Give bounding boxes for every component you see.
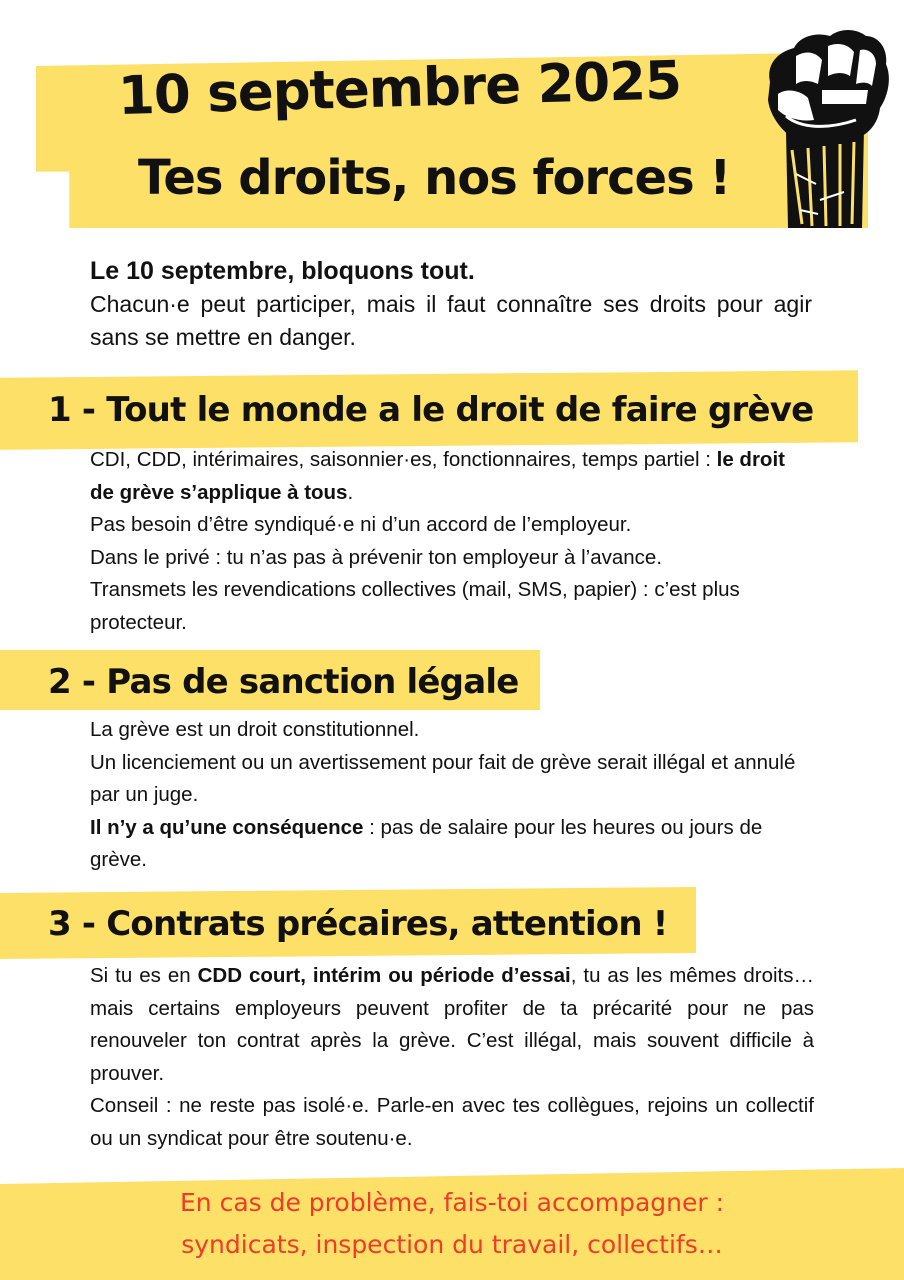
title-date: 10 septembre 2025 <box>117 50 682 127</box>
section-1-text-end: . <box>347 480 354 504</box>
section-1-body <box>90 444 814 639</box>
intro-lead: Le 10 septembre, bloquons tout. <box>90 257 475 285</box>
section-2-heading: 2 - Pas de sanction légale <box>48 662 519 702</box>
raised-fist-icon <box>756 24 894 230</box>
footer-band <box>0 1168 904 1280</box>
section-2-emphasis: Il n’y a qu’une conséquence <box>90 815 364 839</box>
section-2-text: : pas de salaire pour les heures ou jours de grève. <box>90 815 763 871</box>
section-3-heading: 3 - Contrats précaires, attention ! <box>48 904 668 944</box>
section-3-paragraph <box>90 960 814 1090</box>
section-1-emphasis: le droit de grève s’applique à tous <box>90 448 785 504</box>
section-1-paragraph: Transmets les revendications collectives (mail, SMS, papier) : c’est plus protecteur. <box>90 578 740 634</box>
section-1-paragraph: Dans le privé : tu n’as pas à prévenir ton employeur à l’avance. <box>90 545 663 569</box>
section-3-body <box>90 960 814 1155</box>
section-1-heading: 1 - Tout le monde a le droit de faire grève <box>48 390 814 430</box>
section-2-paragraph: La grève est un droit constitutionnel. <box>90 718 420 741</box>
section-3-text-end: , tu as les mêmes droits… mais certains employeurs peuvent profiter de ta précarité pour ne pas renouveler ton contrat après la grève. C’est illégal, mais souvent difficile à prouver. <box>90 964 814 1085</box>
footer-line-1: En cas de problème, fais-toi accompagner : <box>179 1188 725 1217</box>
section-3-paragraph: Conseil : ne reste pas isolé·e. Parle-en avec tes collègues, rejoins un collectif ou un syndicat pour être soutenu·e. <box>90 1094 814 1150</box>
section-1-paragraph: Pas besoin d’être syndiqué·e ni d’un accord de l’employeur. <box>90 513 632 536</box>
footer-line-2: syndicats, inspection du travail, collectifs… <box>181 1230 723 1259</box>
section-2-paragraph <box>90 812 814 877</box>
section-2-paragraph: Un licenciement ou un avertissement pour fait de grève serait illégal et annulé par un juge. <box>90 750 796 806</box>
intro <box>90 255 812 354</box>
section-3-emphasis: CDD court, intérim ou période d’essai <box>197 964 571 987</box>
section-1-paragraph <box>90 444 814 509</box>
section-2-body <box>90 714 814 877</box>
section-3-text: Si tu es en <box>90 964 198 987</box>
title-slogan: Tes droits, nos forces ! <box>138 150 731 206</box>
section-1-text: CDI, CDD, intérimaires, saisonnier·es, fonctionnaires, temps partiel : <box>90 448 717 471</box>
intro-text: Chacun·e peut participer, mais il faut connaître ses droits pour agir sans se mettre en danger. <box>90 291 812 350</box>
